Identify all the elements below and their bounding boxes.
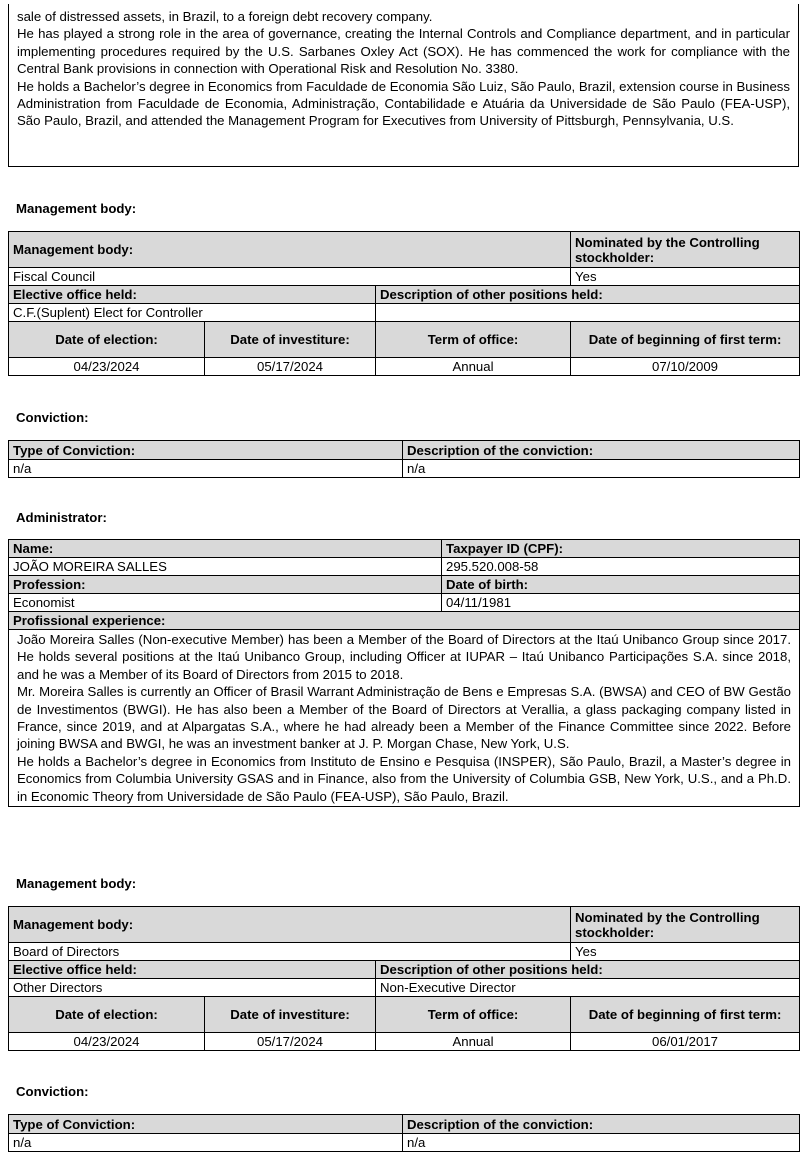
term-office-value: Annual (376, 1033, 571, 1051)
header-term-office: Term of office: (376, 322, 571, 358)
header-other-positions: Description of other positions held: (376, 286, 800, 304)
header-date-first-term: Date of beginning of first term: (571, 322, 800, 358)
header-date-election: Date of election: (9, 997, 205, 1033)
description-conviction-value: n/a (403, 460, 800, 478)
experience-paragraph: Mr. Moreira Salles is currently an Officer of Brasil Warrant Administração de Bens e Empresas S.A. (BWSA) and CEO of BW Gestão de Investimentos (BWGI). He has also been a Member of the Board of Directors at Verallia, a glass packaging company listed in France, since 2019, and at Alpargatas S.A., where he had already been a Member of the Finance Committee since 2022. Before joining BWSA and BWGI, he was an investment banker at J. P. Morgan Chase, New York, U.S. (17, 684, 791, 752)
administrator-cpf: 295.520.008-58 (442, 558, 800, 576)
header-nominated: Nominated by the Controlling stockholder: (571, 232, 800, 268)
date-election-value: 04/23/2024 (9, 1033, 205, 1051)
date-first-term-value: 06/01/2017 (571, 1033, 800, 1051)
header-date-investiture: Date of investiture: (205, 322, 376, 358)
administrator-table (8, 539, 799, 807)
section-title-management: Management body: (16, 876, 137, 891)
header-name: Name: (9, 540, 442, 558)
bio-paragraph: He has played a strong role in the area of governance, creating the Internal Controls and Compliance department, and in particular implementing procedures required by the U.S. Sarbanes Oxley Act (SOX). He has commenced the work for compliance with the Central Bank provisions in connection with Operational Risk and Resolution No. 3380. (17, 26, 790, 77)
header-profession: Profession: (9, 576, 442, 594)
header-management-body: Management body: (9, 232, 571, 268)
header-date-election: Date of election: (9, 322, 205, 358)
header-management-body: Management body: (9, 907, 571, 943)
type-conviction-value: n/a (9, 1134, 403, 1152)
experience-paragraph: He holds a Bachelor’s degree in Economics from Instituto de Ensino e Pesquisa (INSPER), São Paulo, Brazil, a Master’s degree in Economics from Columbia University GSAS and in Finance, also from the University of Columbia GSB, New York, U.S., and a Ph.D. in Economic Theory from Universidade de São Paulo (FEA-USP), São Paulo, Brazil. (17, 753, 791, 804)
other-positions-value (376, 304, 800, 322)
header-elective-office: Elective office held: (9, 286, 376, 304)
conviction-table (8, 440, 799, 478)
management-body-value: Fiscal Council (9, 268, 571, 286)
term-office-value: Annual (376, 358, 571, 376)
type-conviction-value: n/a (9, 460, 403, 478)
header-date-investiture: Date of investiture: (205, 997, 376, 1033)
management-body-value: Board of Directors (9, 943, 571, 961)
header-cpf: Taxpayer ID (CPF): (442, 540, 800, 558)
administrator-name: JOÃO MOREIRA SALLES (9, 558, 442, 576)
header-description-conviction: Description of the conviction: (403, 1115, 800, 1134)
management-table (8, 231, 799, 376)
header-elective-office: Elective office held: (9, 961, 376, 979)
header-term-office: Term of office: (376, 997, 571, 1033)
date-election-value: 04/23/2024 (9, 358, 205, 376)
header-other-positions: Description of other positions held: (376, 961, 800, 979)
header-nominated: Nominated by the Controlling stockholder: (571, 907, 800, 943)
section-title-management: Management body: (16, 201, 137, 216)
section-title-administrator: Administrator: (16, 510, 107, 525)
nominated-value: Yes (571, 268, 800, 286)
experience-paragraph: João Moreira Salles (Non-executive Member) has been a Member of the Board of Directors at the Itaú Unibanco Group since 2017. He holds several positions at the Itaú Unibanco Group, including Officer at IUPAR – Itaú Unibanco Participações S.A. since 2018, and he was a Member of its Board of Directors from 2015 to 2018. (17, 632, 791, 682)
other-positions-value: Non-Executive Director (376, 979, 800, 997)
elective-office-value: Other Directors (9, 979, 376, 997)
date-investiture-value: 05/17/2024 (205, 358, 376, 376)
administrator-profession: Economist (9, 594, 442, 612)
nominated-value: Yes (571, 943, 800, 961)
section-title-conviction: Conviction: (16, 1084, 89, 1099)
header-description-conviction: Description of the conviction: (403, 441, 800, 460)
header-professional-experience: Profissional experience: (9, 612, 800, 630)
description-conviction-value: n/a (403, 1134, 800, 1152)
date-first-term-value: 07/10/2009 (571, 358, 800, 376)
management-table (8, 906, 799, 1051)
header-date-first-term: Date of beginning of first term: (571, 997, 800, 1033)
conviction-table (8, 1114, 799, 1152)
previous-bio-box (8, 4, 799, 167)
header-type-conviction: Type of Conviction: (9, 441, 403, 460)
section-title-conviction: Conviction: (16, 410, 89, 425)
bio-paragraph: sale of distressed assets, in Brazil, to a foreign debt recovery company. (17, 9, 433, 24)
header-type-conviction: Type of Conviction: (9, 1115, 403, 1134)
header-date-of-birth: Date of birth: (442, 576, 800, 594)
elective-office-value: C.F.(Suplent) Elect for Controller (9, 304, 376, 322)
professional-experience-text (9, 630, 800, 807)
bio-paragraph: He holds a Bachelor’s degree in Economics from Faculdade de Economia São Luiz, São Paulo, Brazil, extension course in Business Administration from Faculdade de Economia, Administração, Contabilidade e Atuária da Universidade de São Paulo (FEA-USP), São Paulo, Brazil, and attended the Management Program for Executives from University of Pittsburgh, Pennsylvania, U.S. (17, 78, 790, 129)
administrator-date-of-birth: 04/11/1981 (442, 594, 800, 612)
date-investiture-value: 05/17/2024 (205, 1033, 376, 1051)
